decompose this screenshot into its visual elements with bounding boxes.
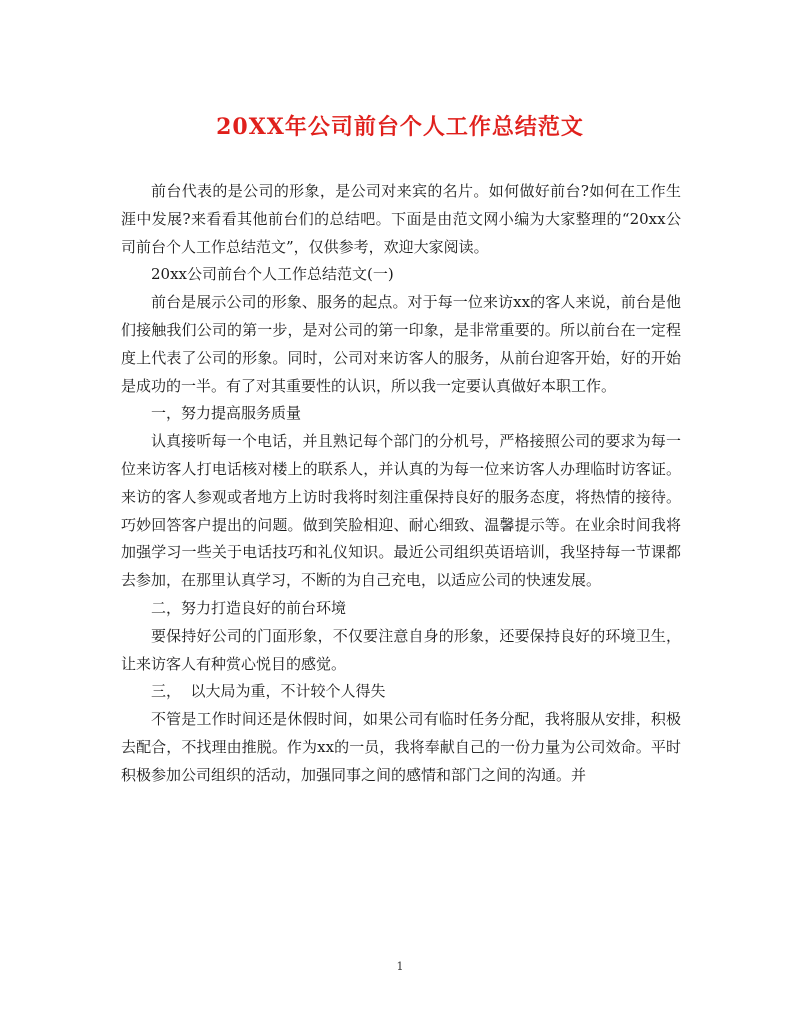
page-number: 1 <box>396 960 404 973</box>
body-paragraph: 前台是展示公司的形象、服务的起点。对于每一位来访xx的客人来说，前台是他们接触我们公司的第一步，是对公司的第一印象，是非常重要的。所以前台在一定程度上代表了公司的形象。同时，公司对来访客人的服务，从前台迎客开始，好的开始是成功的一半。有了对其重要性的认识，所以我一定要认真做好本职工作。 <box>121 293 681 395</box>
subheading-one: 一，努力提高服务质量 <box>151 404 302 423</box>
body-paragraph: 认真接听每一个电话，并且熟记每个部门的分机号，严格接照公司的要求为每一位来访客人打电话核对楼上的联系人，并认真的为每一位来访客人办理临时访客证。来访的客人参观或者地方上访时我将时刻注重保持良好的服务态度，将热情的接待。巧妙回答客户提出的问题。做到笑脸相迎、耐心细致、温馨提示等。在业余时间我将加强学习一些关于电话技巧和礼仪知识。最近公司组织英语培训，我坚持每一节课都去参加，在那里认真学习，不断的为自己充电，以适应公司的快速发展。 <box>121 432 681 590</box>
body-paragraph: 要保持好公司的门面形象，不仅要注意自身的形象，还要保持良好的环境卫生，让来访客人有种赏心悦目的感觉。 <box>121 626 681 673</box>
subheading-three: 三， 以大局为重，不计较个人得失 <box>151 682 386 701</box>
section-heading-sample-one: 20xx公司前台个人工作总结范文(一) <box>151 265 394 284</box>
intro-paragraph: 前台代表的是公司的形象，是公司对来宾的名片。如何做好前台?如何在工作生涯中发展?来看看其他前台们的总结吧。下面是由范文网小编为大家整理的“20xx公司前台个人工作总结范文”，仅供参考，欢迎大家阅读。 <box>121 182 681 256</box>
document-title: 20XX年公司前台个人工作总结范文 <box>216 114 584 140</box>
subheading-two: 二，努力打造良好的前台环境 <box>151 598 347 617</box>
document-body <box>121 178 681 790</box>
body-paragraph: 不管是工作时间还是休假时间，如果公司有临时任务分配，我将服从安排，积极去配合，不找理由推脱。作为xx的一员，我将奉献自己的一份力量为公司效命。平时积极参加公司组织的活动，加强同事之间的感情和部门之间的沟通。并 <box>121 710 681 784</box>
